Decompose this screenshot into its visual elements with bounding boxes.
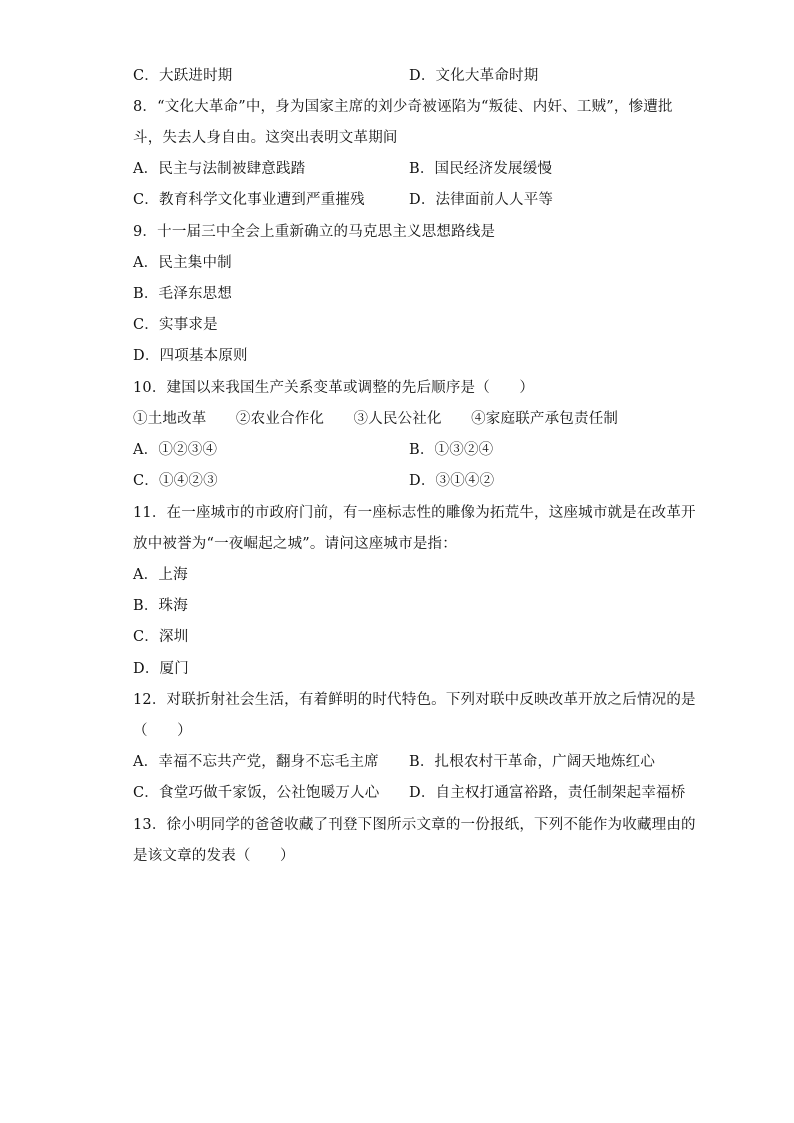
q8-option-c: C．教育科学文化事业遭到严重摧残 xyxy=(133,192,365,208)
q9-option-d: D．四项基本原则 xyxy=(133,348,248,364)
q8-option-d: D．法律面前人人平等 xyxy=(409,192,554,208)
q13-stem-line2: 是该文章的发表（ ） xyxy=(133,848,295,864)
q9-option-b: B．毛泽东思想 xyxy=(133,286,233,302)
q12-option-b: B．扎根农村干革命，广阔天地炼红心 xyxy=(409,754,656,770)
q13-stem-line1: 13．徐小明同学的爸爸收藏了刊登下图所示文章的一份报纸，下列不能作为收藏理由的 xyxy=(133,817,696,833)
q8-option-b: B．国民经济发展缓慢 xyxy=(409,161,553,177)
q9-option-c: C．实事求是 xyxy=(133,317,218,333)
q9-stem: 9．十一届三中全会上重新确立的马克思主义思想路线是 xyxy=(133,224,496,240)
q10-option-d: D．③①④② xyxy=(409,473,495,489)
q12-stem-line1: 12．对联折射社会生活，有着鲜明的时代特色。下列对联中反映改革开放之后情况的是 xyxy=(133,692,696,708)
q12-option-d: D．自主权打通富裕路，责任制架起幸福桥 xyxy=(409,785,686,801)
q11-option-a: A．上海 xyxy=(133,567,188,583)
q11-stem-line1: 11．在一座城市的市政府门前，有一座标志性的雕像为拓荒牛，这座城市就是在改革开 xyxy=(133,505,696,521)
q10-stem: 10．建国以来我国生产关系变革或调整的先后顺序是（ ） xyxy=(133,380,535,396)
q10-option-a: A．①②③④ xyxy=(133,442,218,458)
q8-stem-line1: 8．“文化大革命”中，身为国家主席的刘少奇被诬陷为“叛徒、内奸、工贼”，惨遭批 xyxy=(133,99,673,115)
q10-items: ①土地改革 ②农业合作化 ③人民公社化 ④家庭联产承包责任制 xyxy=(133,411,619,427)
q8-stem-line2: 斗，失去人身自由。这突出表明文革期间 xyxy=(133,130,398,146)
q12-option-c: C．食堂巧做千家饭，公社饱暖万人心 xyxy=(133,785,380,801)
q11-option-b: B．珠海 xyxy=(133,598,188,614)
q9-option-a: A．民主集中制 xyxy=(133,255,232,271)
q7-option-c: C．大跃进时期 xyxy=(133,68,233,84)
q11-option-c: C．深圳 xyxy=(133,629,189,645)
q8-option-a: A．民主与法制被肆意践踏 xyxy=(133,161,306,177)
q10-option-b: B．①③②④ xyxy=(409,442,494,458)
q11-stem-line2: 放中被誉为“一夜崛起之城”。请问这座城市是指： xyxy=(133,536,457,552)
q7-option-d: D．文化大革命时期 xyxy=(409,68,539,84)
q12-option-a: A．幸福不忘共产党，翻身不忘毛主席 xyxy=(133,754,379,770)
q10-option-c: C．①④②③ xyxy=(133,473,218,489)
q11-option-d: D．厦门 xyxy=(133,661,189,677)
q12-stem-line2: （ ） xyxy=(133,723,192,739)
